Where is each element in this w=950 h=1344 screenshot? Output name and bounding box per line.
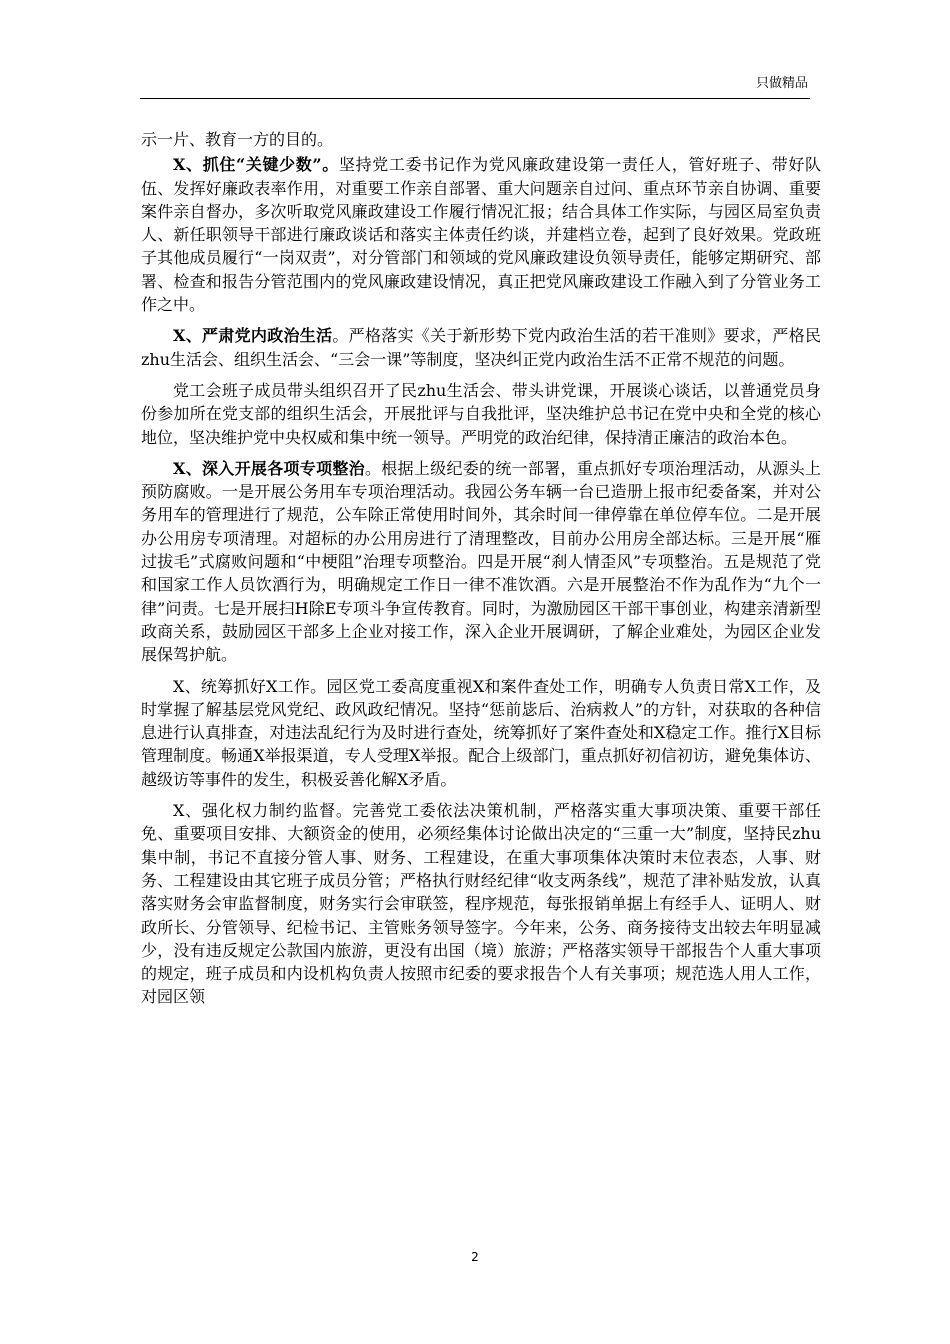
paragraph [141,457,821,667]
header-text: 只做精品 [755,76,808,91]
paragraph [141,128,821,151]
paragraph-text: 。严格落实《关于新形势下党内政治生活的若干准则》要求，严格民zhu生活会、组织生活会、“三会一课”等制度，坚决纠正党内政治生活不正常不规范的问题。 [141,326,821,369]
paragraph-text: X、强化权力制约监督。完善党工委依法决策机制，严格落实重大事项决策、重要干部任免、重要项目安排、大额资金的使用，必须经集体讨论做出决定的“三重一大”制度，坚持民zhu集中制，书记不直接分管人事、财务、工程建设，在重大事项集体决策时末位表态，人事、财务、工程建设由其它班子成员分管；严格执行财经纪律“收支两条线”，规范了津补贴发放，认真落实财务会审监督制度，财务实行会审联签，程序规范，每张报销单据上有经手人、证明人、财政所长、分管领导、纪检书记、主管账务领导签字。今年来，公务、商务接待支出较去年明显减少，没有违反规定公款国内旅游，更没有出国（境）旅游；严格落实领导干部报告个人重大事项的规定，班子成员和内设机构负责人按照市纪委的要求报告个人有关事项；规范选人用人工作，对园区领 [141,801,821,1007]
paragraph [141,324,821,371]
paragraph-text: 坚持党工委书记作为党风廉政建设第一责任人，管好班子、带好队伍、发挥好廉政表率作用，对重要工作亲自部署、重大问题亲自过问、重点环节亲自协调、重要案件亲自督办，多次听取党风廉政建设工作履行情况汇报；结合具体工作实际，与园区局室负责人、新任职领导干部进行廉政谈话和落实主体责任约谈，并建档立卷，起到了良好效果。党政班子其他成员履行“一岗双责”，对分管部门和领域的党风廉政建设负领导责任，能够定期研究、部署、检查和报告分管范围内的党风廉政建设情况，真正把党风廉政建设工作融入到了分管业务工作之中。 [141,155,821,315]
document-body [141,128,821,1017]
paragraph [141,379,821,449]
paragraph-heading: X、严肃党内政治生活 [173,326,333,346]
page-number: 2 [471,1250,479,1264]
paragraph-text: X、统筹抓好X工作。园区党工委高度重视X和案件查处工作，明确专人负责日常X工作，及时掌握了解基层党风党纪、政风政纪情况。坚持“惩前毖后、治病救人”的方针，对获取的各种信息进行认真排查，对违法乱纪行为及时进行查处，统筹抓好了案件查处和X稳定工作。推行X目标管理制度。畅通X举报渠道，专人受理X举报。配合上级部门，重点抓好初信初访，避免集体访、越级访等事件的发生，积极妥善化解X矛盾。 [141,676,821,789]
paragraph-heading: X、抓住“关键少数”。 [173,155,339,175]
paragraph-heading: X、深入开展各项专项整治 [173,458,365,478]
paragraph [141,675,821,791]
header-divider [140,98,810,99]
paragraph-text: 党工会班子成员带头组织召开了民zhu生活会、带头讲党课，开展谈心谈话，以普通党员身份参加所在党支部的组织生活会，开展批评与自我批评，坚决维护总书记在党中央和全党的核心地位，坚决维护党中央权威和集中统一领导。严明党的政治纪律，保持清正廉洁的政治本色。 [141,380,821,447]
paragraph [141,799,821,1009]
paragraph [141,153,821,316]
paragraph-text: 。根据上级纪委的统一部署，重点抓好专项治理活动，从源头上预防腐败。一是开展公务用车专项治理活动。我园公务车辆一台已造册上报市纪委备案，并对公务用车的管理进行了规范，公车除正常使用时间外，其余时间一律停靠在单位停车位。二是开展办公用房专项清理。对超标的办公用房进行了清理整改，目前办公用房全部达标。三是开展“雁过拔毛”式腐败问题和“中梗阻”治理专项整治。四是开展“刹人情歪风”专项整治。五是规范了党和国家工作人员饮酒行为，明确规定工作日一律不准饮酒。六是开展整治不作为乱作为“九个一律”问责。七是开展扫H除E专项斗争宣传教育。同时，为激励园区干部干事创业，构建亲清新型政商关系，鼓励园区干部多上企业对接工作，深入企业开展调研，了解企业难处，为园区企业发展保驾护航。 [141,458,821,665]
paragraph-text: 示一片、教育一方的目的。 [141,130,334,149]
